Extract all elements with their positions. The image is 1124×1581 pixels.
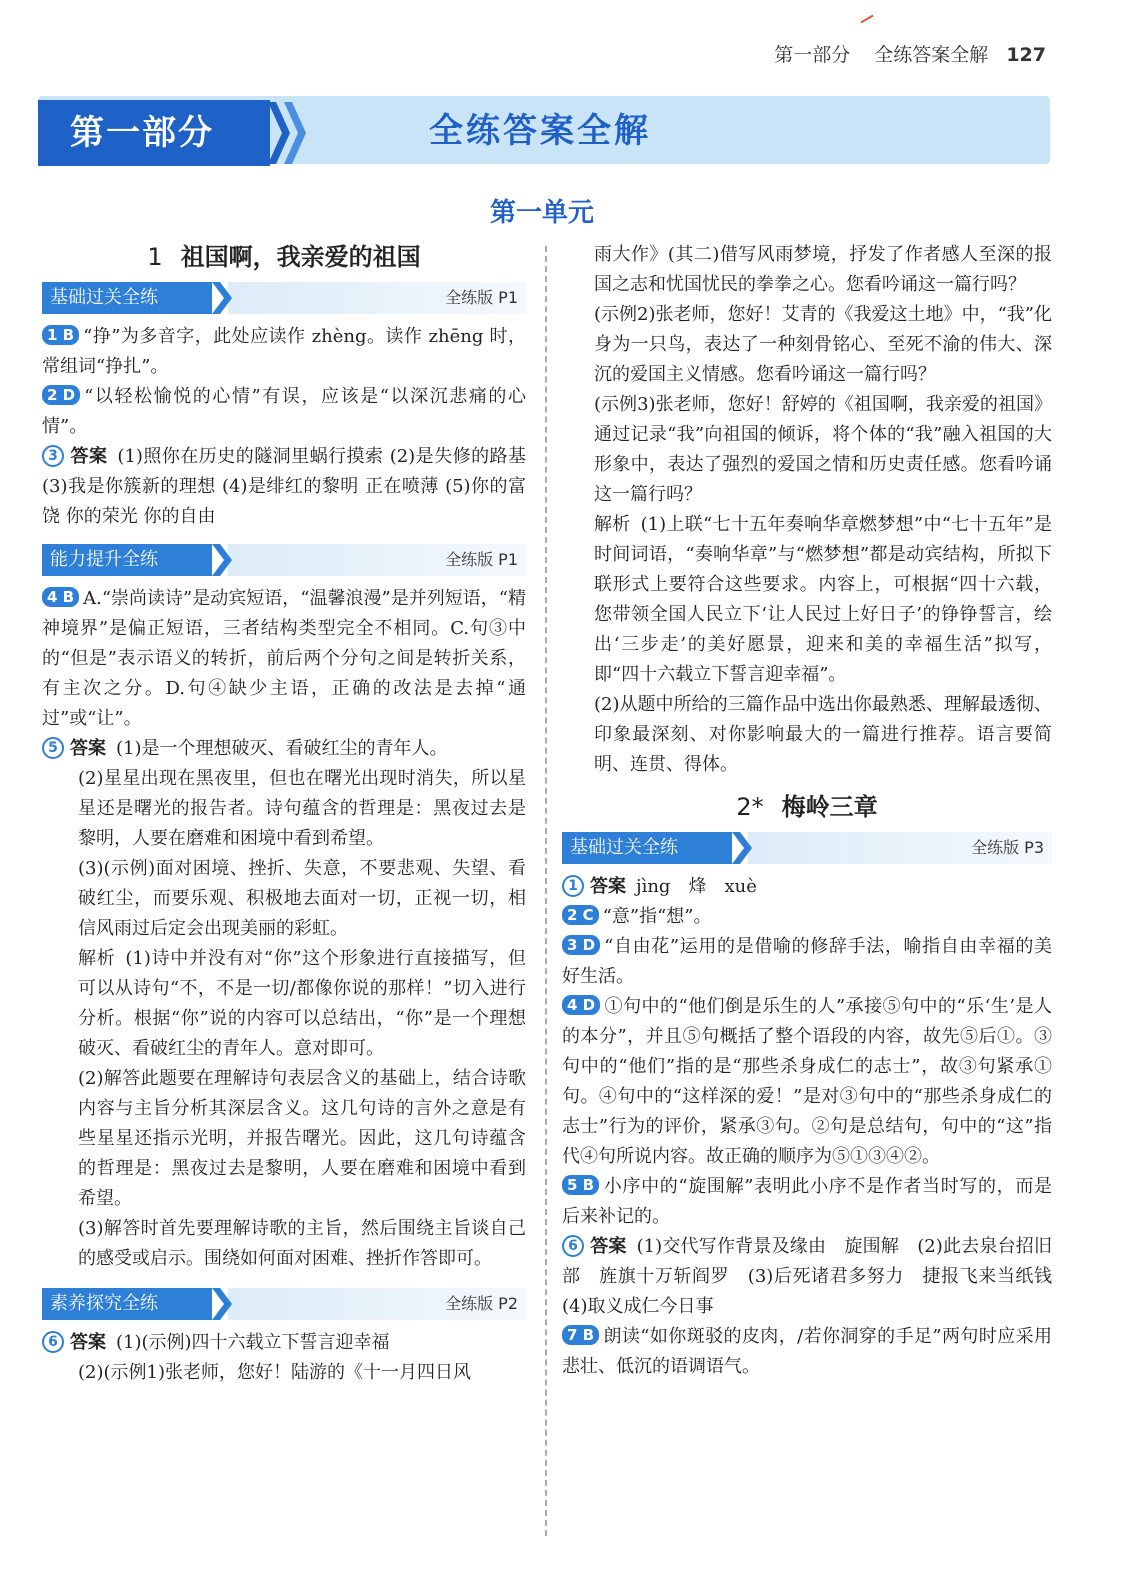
bar-chevron-icon [212,282,232,314]
section-bar-basic-2: 基础过关全练 全练版 P3 [562,832,1052,864]
unit-title: 第一单元 [489,198,594,228]
question-5: 5 答案 (1)是一个理想破灭、看破红尘的青年人。 (2)星星出现在黑夜里，但也在曙光出现时消失，所以星星还是曙光的报告者。诗句蕴含的哲理是：黑夜过去是黎明，人要在磨难和困境中看到希望。 (3)(示例)面对困境、挫折、失意，不要悲观、失望、看破红尘，而要乐观、积极地去面对一切，正视一切，相信风雨过后定会出现美丽的彩虹。 解析 (1)诗中并没有对“你”这个形象进行直接描写，但可以从诗句“不，不是一切/都像你说的那样！”切入进行分析。根据“你”说的内容可以总结出，“你”是一个理想破灭、看破红尘的青年人。意对即可。 (2)解答此题要在理解诗句表层含义的基础上，结合诗歌内容与主旨分析其深层含义。这几句诗的言外之意是有些星星还指示光明，并报告曙光。因此，这几句诗蕴含的哲理是：黑夜过去是黎明，人要在磨难和困境中看到希望。 (3)解答时首先要理解诗歌的主旨，然后围绕主旨谈自己的感受或启示。围绕如何面对困难、挫折作答即可。 [42,734,526,1274]
question-3: 3 答案 (1)照你在历史的隧洞里蜗行摸索 (2)是失修的路基 (3)我是你簇新的理想 (4)是绯红的黎明 正在喷薄 (5)你的富饶 你的荣光 你的自由 [42,446,527,527]
bar-chevron-icon [732,832,752,864]
page-number: 127 [1006,44,1046,66]
section-bar-ability: 能力提升全练 全练版 P1 [42,544,526,576]
left-column [42,240,526,1388]
column-divider [545,246,547,1536]
analysis-2: (2)从题中所给的三篇作品中选出你最熟悉、理解最透彻、印象最深刻、对你影响最大的一篇进行推荐。语言要简明、连贯、得体。 [594,694,1052,775]
l2-question-6: 6 答案 (1)交代写作背景及缘由 旋围解 (2)此去泉台招旧部 旌旗十万斩阎罗 (3)后死诸君多努力 捷报飞来当纸钱 (4)取义成仁今日事 [562,1236,1070,1317]
page-header [774,40,1046,67]
example-2: (示例2)张老师，您好！艾青的《我爱这土地》中，“我”化身为一只鸟，表达了一种刻骨铭心、至死不渝的伟大、深沉的爱国主义情感。您看吟诵这一篇行吗？ [594,304,1052,385]
question-1: 1 B “挣”为多音字，此处应读作 zhèng。读作 zhēng 时，常组词“挣扎”。 [42,326,526,377]
lesson-1-title: 1 祖国啊，我亲爱的祖国 [147,243,421,271]
banner-part: 第一部分 [38,100,270,166]
l2-question-3: 3 D “自由花”运用的是借喻的修辞手法，喻指自由幸福的美好生活。 [562,936,1052,987]
l2-question-7: 7 B 朗读“如你斑驳的皮肉，/若你洞穿的手足”两句时应采用悲壮、低沉的语调语气。 [562,1326,1052,1377]
right-column [562,240,1070,1382]
header-title: 全练答案全解 [874,44,989,66]
analysis-1: 解析 (1)上联“七十五年奏响华章燃梦想”中“七十五年”是时间词语，“奏响华章”与“燃梦想”都是动宾结构，所拟下联形式上要符合这些要求。内容上，可根据“四十六载，您带领全国人民立下‘让人民过上好日子’的铮铮誓言，绘出‘三步走’的美好愿景，迎来和美的幸福生活”拟写，即“四十六载立下誓言迎幸福”。 [594,514,1053,685]
lesson-2-title: 2* 梅岭三章 [736,793,878,821]
l2-question-2: 2 C “意”指“想”。 [562,902,1052,932]
header-section: 第一部分 [774,44,851,66]
l2-question-4: 4 D ①句中的“他们倒是乐生的人”承接⑤句中的“乐‘生’是人的本分”，并且⑤句概括了整个语段的内容，故先⑤后①。③句中的“他们”指的是“那些杀身成仁的志士”，故③句紧承①句。④句中的“这样深的爱！”是对③句中的“那些杀身成仁的志士”行为的评价，紧承③句。②句是总结句，句中的“这”指代④句所说内容。故正确的顺序为⑤①③④②。 [562,996,1052,1167]
section-bar-literacy: 素养探究全练 全练版 P2 [42,1288,526,1320]
banner-title: 全练答案全解 [429,111,651,151]
question-6: 6 答案 (1)(示例)四十六载立下誓言迎幸福 (2)(示例1)张老师，您好！陆游的《十一月四日风 [42,1328,526,1388]
l2-question-5: 5 B 小序中的“旋围解”表明此小序不是作者当时写的，而是后来补记的。 [562,1176,1052,1227]
continued-example-1: 雨大作》(其二)借写风雨梦境，抒发了作者感人至深的报国之志和忧国忧民的拳拳之心。您看吟诵这一篇行吗？ [594,244,1052,295]
l2-question-1: 1 答案 jìng 烽 xuè [562,872,1052,902]
example-3: (示例3)张老师，您好！舒婷的《祖国啊，我亲爱的祖国》通过记录“我”向祖国的倾诉，将个体的“我”融入祖国的大形象中，表达了强烈的爱国之情和历史责任感。您看吟诵这一篇行吗？ [594,394,1052,505]
section-bar-basic: 基础过关全练 全练版 P1 [42,282,526,314]
question-4: 4 B A.“崇尚读诗”是动宾短语，“温馨浪漫”是并列短语，“精神境界”是偏正短语，三者结构类型完全不相同。C.句③中的“但是”表示语义的转折，前后两个分句之间是转折关系，有主次之分。D.句④缺少主语，正确的改法是去掉“通过”或“让”。 [42,588,526,729]
question-2: 2 D “以轻松愉悦的心情”有误，应该是“以深沉悲痛的心情”。 [42,386,526,437]
bar-chevron-icon [212,544,232,576]
red-mark [860,15,873,24]
bar-chevron-icon [212,1288,232,1320]
